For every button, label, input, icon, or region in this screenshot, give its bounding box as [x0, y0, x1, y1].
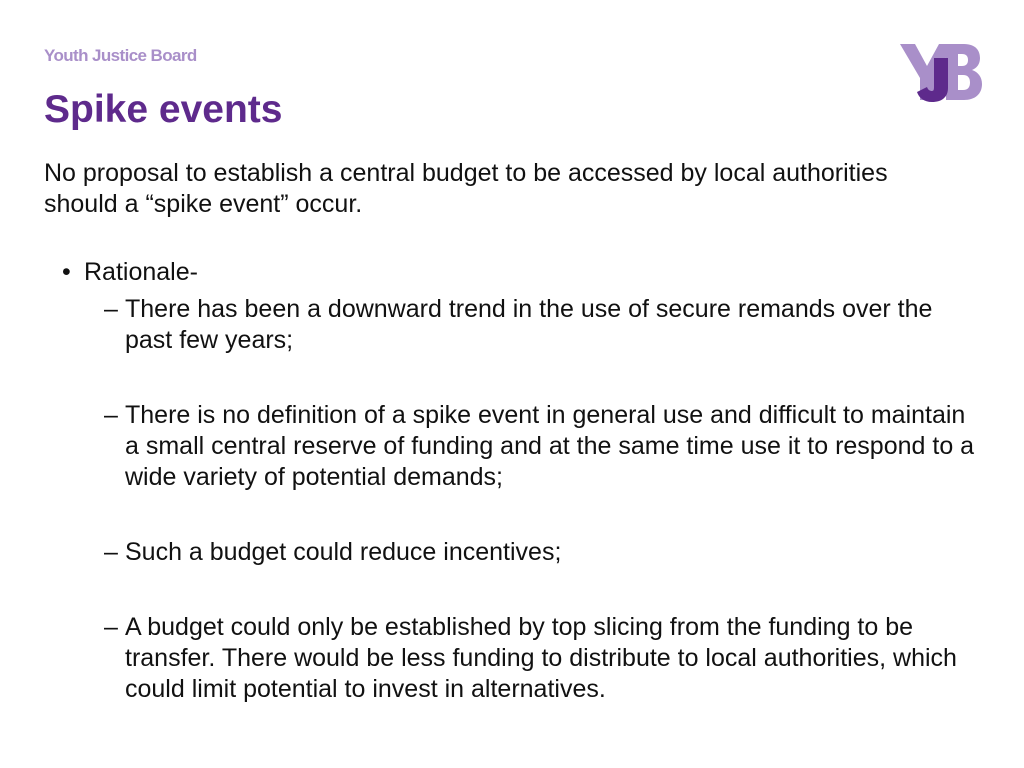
sub-bullet-text: A budget could only be established by top slicing from the funding to be transfer. There would be less funding to distribute to local authorities, which could limit potential to invest in alternatives.: [125, 613, 957, 703]
sub-bullet-marker: –: [104, 538, 118, 566]
sub-bullet-marker: –: [104, 295, 118, 323]
sub-bullet-item: [104, 612, 984, 705]
sub-bullet-text: There is no definition of a spike event in general use and difficult to maintain a small central reserve of funding and at the same time use it to respond to a wide variety of potential demands;: [125, 401, 975, 491]
logo-b-shape: [946, 44, 982, 100]
intro-paragraph: No proposal to establish a central budget to be accessed by local authorities should a “spike event” occur.: [44, 159, 888, 218]
bullet-rationale: [62, 257, 198, 288]
bullet-label: Rationale-: [84, 258, 198, 286]
sub-bullet-marker: –: [104, 613, 118, 641]
sub-bullet-text: There has been a downward trend in the use of secure remands over the past few years;: [125, 295, 933, 354]
bullet-marker: •: [62, 258, 71, 286]
sub-bullet-text: Such a budget could reduce incentives;: [125, 538, 562, 566]
yjb-logo: [898, 42, 982, 104]
slide-title: Spike events: [44, 88, 283, 131]
sub-bullet-marker: –: [104, 401, 118, 429]
org-name: Youth Justice Board: [44, 46, 197, 65]
sub-bullet-item: [104, 294, 984, 356]
sub-bullet-item: [104, 537, 984, 568]
sub-bullet-item: [104, 400, 984, 493]
